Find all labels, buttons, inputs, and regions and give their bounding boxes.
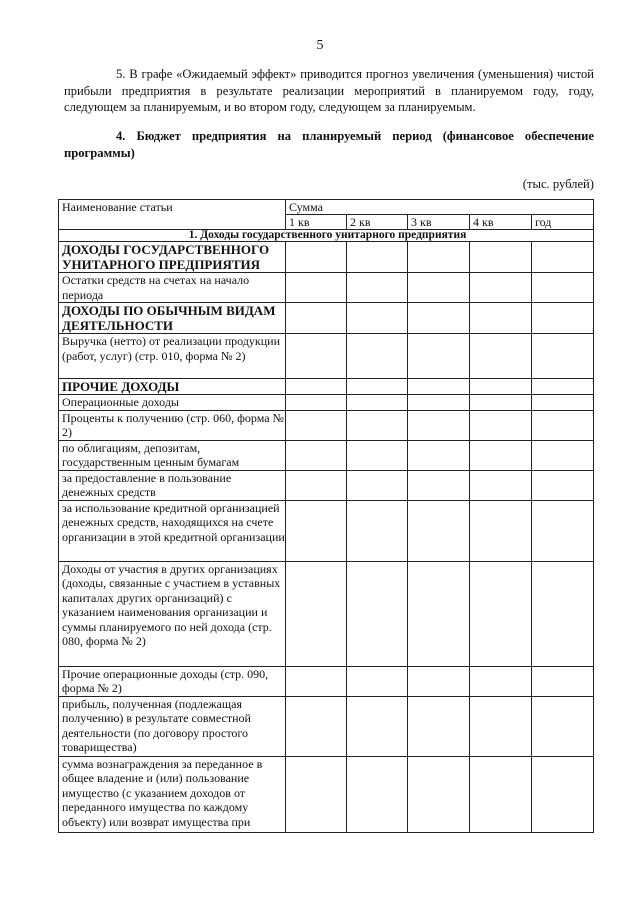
table-row xyxy=(59,242,594,273)
value-cell[interactable] xyxy=(286,242,347,273)
row-label: ПРОЧИЕ ДОХОДЫ xyxy=(59,379,286,395)
value-cell[interactable] xyxy=(347,440,408,470)
row-label: Прочие операционные доходы (стр. 090, форма № 2) xyxy=(59,666,286,696)
value-cell[interactable] xyxy=(470,440,532,470)
value-cell[interactable] xyxy=(532,440,594,470)
units-note: (тыс. рублей) xyxy=(522,177,594,191)
row-label: Операционные доходы xyxy=(59,395,286,411)
row-label: сумма вознаграждения за переданное в общее владение и (или) пользование имущество (с указанием доходов от переданного имущества по каждому объекту) или возврат имущества при xyxy=(59,756,286,832)
value-cell[interactable] xyxy=(470,395,532,411)
value-cell[interactable] xyxy=(408,273,470,303)
row-label: Доходы от участия в других организациях (доходы, связанные с участием в уставных капиталах других организаций) с указанием наименования организации и суммы планируемого по ней дохода (стр. 080, форма № 2) xyxy=(59,561,286,666)
value-cell[interactable] xyxy=(408,470,470,500)
value-cell[interactable] xyxy=(347,561,408,666)
page-number: 5 xyxy=(316,38,324,53)
value-cell[interactable] xyxy=(470,666,532,696)
table-row xyxy=(59,303,594,334)
section-title: 1. Доходы государственного унитарного предприятия xyxy=(59,230,594,242)
value-cell[interactable] xyxy=(286,379,347,395)
value-cell[interactable] xyxy=(470,756,532,832)
value-cell[interactable] xyxy=(408,696,470,756)
header-year: год xyxy=(532,215,594,230)
value-cell[interactable] xyxy=(408,379,470,395)
value-cell[interactable] xyxy=(286,440,347,470)
value-cell[interactable] xyxy=(347,696,408,756)
row-label: Проценты к получению (стр. 060, форма № 2) xyxy=(59,410,286,440)
table-row xyxy=(59,379,594,395)
row-label: Остатки средств на счетах на начало периода xyxy=(59,273,286,303)
table-row xyxy=(59,410,594,440)
value-cell[interactable] xyxy=(470,500,532,561)
row-label: Выручка (нетто) от реализации продукции (работ, услуг) (стр. 010, форма № 2) xyxy=(59,334,286,379)
table-row xyxy=(59,470,594,500)
paragraph-budget-heading: 4. Бюджет предприятия на планируемый период (финансовое обеспечение программы) xyxy=(64,129,594,160)
table-row xyxy=(59,696,594,756)
paragraph-expected-effect: 5. В графе «Ожидаемый эффект» приводится прогноз увеличения (уменьшения) чистой прибыли предприятия в результате реализации мероприятий в планируемом году, году, следующем за планируемым, и во втором году, следующем за планируемым. xyxy=(64,67,594,114)
value-cell[interactable] xyxy=(532,696,594,756)
row-label: по облигациям, депозитам, государственным ценным бумагам xyxy=(59,440,286,470)
table-row xyxy=(59,561,594,666)
value-cell[interactable] xyxy=(470,561,532,666)
value-cell[interactable] xyxy=(408,395,470,411)
value-cell[interactable] xyxy=(470,303,532,334)
header-quarter-1: 1 кв xyxy=(286,215,347,230)
value-cell[interactable] xyxy=(286,303,347,334)
table-row xyxy=(59,440,594,470)
value-cell[interactable] xyxy=(286,666,347,696)
table-row xyxy=(59,666,594,696)
value-cell[interactable] xyxy=(470,242,532,273)
value-cell[interactable] xyxy=(408,666,470,696)
value-cell[interactable] xyxy=(532,303,594,334)
value-cell[interactable] xyxy=(347,500,408,561)
value-cell[interactable] xyxy=(532,273,594,303)
value-cell[interactable] xyxy=(470,410,532,440)
value-cell[interactable] xyxy=(470,696,532,756)
row-label: ДОХОДЫ ПО ОБЫЧНЫМ ВИДАМ ДЕЯТЕЛЬНОСТИ xyxy=(59,303,286,334)
value-cell[interactable] xyxy=(286,500,347,561)
table-row xyxy=(59,273,594,303)
value-cell[interactable] xyxy=(532,561,594,666)
value-cell[interactable] xyxy=(532,379,594,395)
value-cell[interactable] xyxy=(286,561,347,666)
value-cell[interactable] xyxy=(286,334,347,379)
row-label: за предоставление в пользование денежных средств xyxy=(59,470,286,500)
header-quarter-2: 2 кв xyxy=(347,215,408,230)
value-cell[interactable] xyxy=(408,561,470,666)
value-cell[interactable] xyxy=(408,334,470,379)
value-cell[interactable] xyxy=(347,395,408,411)
value-cell[interactable] xyxy=(408,500,470,561)
budget-table xyxy=(58,199,594,833)
row-label: прибыль, полученная (подлежащая получению) в результате совместной деятельности (по договору простого товарищества) xyxy=(59,696,286,756)
value-cell[interactable] xyxy=(347,379,408,395)
value-cell[interactable] xyxy=(286,756,347,832)
value-cell[interactable] xyxy=(470,334,532,379)
value-cell[interactable] xyxy=(408,303,470,334)
value-cell[interactable] xyxy=(286,696,347,756)
value-cell[interactable] xyxy=(532,666,594,696)
row-label: за использование кредитной организацией денежных средств, находящихся на счете организации в этой кредитной организации xyxy=(59,500,286,561)
value-cell[interactable] xyxy=(347,756,408,832)
value-cell[interactable] xyxy=(347,410,408,440)
value-cell[interactable] xyxy=(347,273,408,303)
value-cell[interactable] xyxy=(347,334,408,379)
value-cell[interactable] xyxy=(347,242,408,273)
value-cell[interactable] xyxy=(532,410,594,440)
value-cell[interactable] xyxy=(532,242,594,273)
value-cell[interactable] xyxy=(532,395,594,411)
table-row xyxy=(59,500,594,561)
value-cell[interactable] xyxy=(470,470,532,500)
value-cell[interactable] xyxy=(286,410,347,440)
header-name-cell: Наименование статьи xyxy=(59,200,286,230)
value-cell[interactable] xyxy=(408,242,470,273)
value-cell[interactable] xyxy=(347,303,408,334)
table-row xyxy=(59,395,594,411)
value-cell[interactable] xyxy=(532,334,594,379)
header-quarter-3: 3 кв xyxy=(408,215,470,230)
value-cell[interactable] xyxy=(408,756,470,832)
value-cell[interactable] xyxy=(532,470,594,500)
row-label: ДОХОДЫ ГОСУДАРСТВЕННОГО УНИТАРНОГО ПРЕДПРИЯТИЯ xyxy=(59,242,286,273)
table-row xyxy=(59,756,594,832)
value-cell[interactable] xyxy=(470,379,532,395)
value-cell[interactable] xyxy=(408,410,470,440)
value-cell[interactable] xyxy=(286,470,347,500)
table-row xyxy=(59,334,594,379)
value-cell[interactable] xyxy=(532,756,594,832)
value-cell[interactable] xyxy=(347,666,408,696)
value-cell[interactable] xyxy=(408,440,470,470)
value-cell[interactable] xyxy=(470,273,532,303)
value-cell[interactable] xyxy=(286,395,347,411)
header-quarter-4: 4 кв xyxy=(470,215,532,230)
value-cell[interactable] xyxy=(347,470,408,500)
value-cell[interactable] xyxy=(532,500,594,561)
value-cell[interactable] xyxy=(286,273,347,303)
header-sum-cell: Сумма xyxy=(286,200,594,215)
